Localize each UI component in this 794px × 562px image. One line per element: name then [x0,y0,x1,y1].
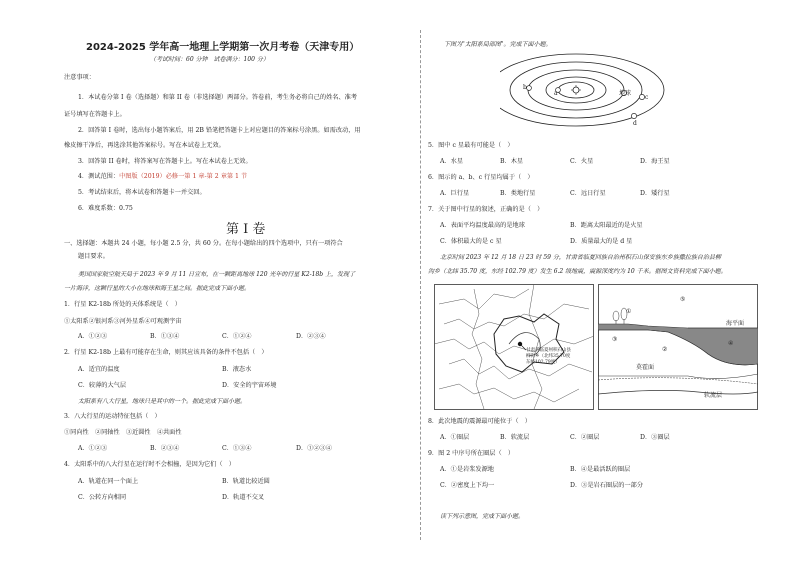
section-title: 第 I 卷 [226,222,266,237]
label-sea-level: 海平面 [726,320,745,327]
q2-option-a[interactable]: A．适宜的温度 [78,366,120,373]
notice-1b: 证号填写在答题卡上。 [64,111,126,118]
label-1: ① [626,308,632,315]
orbit-label-a: a [554,90,558,97]
notice-2b: 橡皮擦干净后，再选涂其他答案标号。写在本试卷上无效。 [64,142,225,149]
q3-option-a[interactable]: A．①②③ [78,445,108,452]
q3-option-d[interactable]: D．①②③④ [296,445,332,452]
instructions-line1: 一、选择题：本题共 24 小题，每小题 2.5 分，共 60 分。在每小题给出的四个选项中，只有一项符合 [64,240,343,247]
passage1-line2: 一片海洋，这颗行星的大小在地球和海王星之间。据此完成下面小题。 [64,285,251,292]
q6-option-c[interactable]: C．远日行星 [570,190,606,197]
notice-3: 3．回答第 II 卷时，将答案写在答题卡上。写在本试卷上无效。 [78,158,252,165]
q7-option-c[interactable]: C．体积最大的是 c 星 [440,238,502,245]
q1-option-c[interactable]: C．①②④ [222,333,252,340]
q5-stem: 5．图中 c 星最有可能是（ ） [428,142,514,149]
q4-option-a[interactable]: A．轨道在同一个面上 [78,478,139,485]
q6-option-d[interactable]: D．矮行星 [640,190,670,197]
q2-option-c[interactable]: C．较薄的大气层 [78,382,127,389]
passage3: 下图为"太阳系局部图"。完成下面小题。 [444,41,552,48]
exam-title: 2024-2025 学年高一地理上学期第一次月考卷（天津专用） [86,42,360,53]
label-asthenosphere: 软流层 [704,392,723,399]
q6-option-b[interactable]: B．类地行星 [500,190,536,197]
q9-option-d[interactable]: D．③是岩石圈层的一部分 [570,482,644,489]
orbit-label-b: b [523,84,527,91]
q4-option-b[interactable]: B．轨道比较近圆 [222,478,270,485]
notice-4: 4．测试范围：中图版（2019）必修一第 1 章-第 2 章第 1 节 [78,173,248,180]
q5-option-a[interactable]: A．水星 [440,158,464,165]
label-3: ③ [612,336,618,343]
orbit-label-earth: 地球 [619,90,632,97]
label-4: ④ [728,340,734,347]
passage4-line2: 沟乡（北纬 35.70 度，东经 102.79 度）发生 6.2 级地震，震源深度约为 10 千米。据图文资料完成下面小题。 [428,268,727,275]
exam-subtitle: （考试时间：60 分钟 试卷满分：100 分） [150,56,269,63]
q7-option-b[interactable]: B．距离太阳最近的是火星 [570,222,643,229]
q3-option-c[interactable]: C．①③④ [222,445,252,452]
notice-2a: 2．回答第 I 卷时，选出每小题答案后，用 2B 铅笔把答题卡上对应题目的答案标号涂黑。如需改动，用 [78,127,361,134]
q8-option-a[interactable]: A．①圈层 [440,434,470,441]
q3-stem: 3．八大行星的运动特征包括（ ） [64,413,161,420]
map-caption-3: 东经102.79度） [526,360,560,365]
passage1-line1: 美国国家航空航天局于 2023 年 9 月 11 日宣布，在一颗距离地球 120 光年的行星 K2-18b 上，发现了 [78,271,356,278]
test-scope: 中图版（2019）必修一第 1 章-第 2 章第 1 节 [119,173,248,180]
q8-option-d[interactable]: D．③圈层 [640,434,670,441]
q3-items: ①同向性 ②同轴性 ③近圆性 ④共面性 [64,429,182,436]
q6-option-a[interactable]: A．巨行星 [440,190,470,197]
q2-stem: 2．行星 K2-18b 上最有可能存在生命，则其应该具备的条件不包括（ ） [64,349,268,356]
notice-5: 5．考试结束后，将本试卷和答题卡一并交回。 [78,189,206,196]
q7-option-a[interactable]: A．表面平均温度最高的是地球 [440,222,525,229]
q4-option-d[interactable]: D．轨道不交叉 [222,494,265,501]
label-2: ② [662,346,668,353]
q8-option-b[interactable]: B．软流层 [500,434,530,441]
map-caption-2: 柳沟乡（北纬35.70度 [526,354,571,359]
notice-1a: 1．本试卷分第 I 卷（选择题）和第 II 卷（非选择题）两部分。答卷前，考生务必将自己的姓名、准考 [78,94,358,101]
q1-option-a[interactable]: A．①②③ [78,333,108,340]
q9-option-b[interactable]: B．④是最活跃的圈层 [570,466,631,473]
q6-stem: 6．图示的 a、b、c 行星均属于（ ） [428,174,534,181]
orbit-label-d: d [633,120,637,127]
q1-items: ①太阳系②银河系③河外星系④可观测宇宙 [64,318,182,325]
q2-option-b[interactable]: B．液态水 [222,366,252,373]
q1-option-d[interactable]: D．②③④ [296,333,326,340]
label-5: ⑤ [680,296,686,303]
map-caption-1: 甘肃省临夏州积石山县 [526,348,571,353]
q8-option-c[interactable]: C．②圈层 [570,434,600,441]
q5-option-c[interactable]: C．火星 [570,158,594,165]
instructions-line2: 题目要求。 [78,253,109,260]
q2-option-d[interactable]: D．安全的宇宙环境 [222,382,277,389]
notice-6: 6．难度系数：0.75 [78,205,133,212]
q1-stem: 1．行星 K2-18b 所处的天体系统是（ ） [64,301,181,308]
q1-option-b[interactable]: B．①③④ [150,333,180,340]
q4-option-c[interactable]: C．公转方向相同 [78,494,127,501]
q9-option-c[interactable]: C．②密度上下均一 [440,482,495,489]
q5-option-d[interactable]: D．海王星 [640,158,670,165]
crust-section-diagram [598,284,758,410]
passage4-line1: 北京时间 2023 年 12 月 18 日 23 时 59 分，甘肃省临夏回族自治州积石山保安族东乡族撒拉族自治县柳 [440,254,721,261]
solar-system-diagram [500,52,680,134]
orbit-label-c: c [645,94,649,101]
footer-instruction: 读下列示意图，完成下面小题。 [440,513,525,520]
q9-option-a[interactable]: A．①是岩浆发源地 [440,466,494,473]
column-divider [420,30,421,540]
q5-option-b[interactable]: B．木星 [500,158,524,165]
label-moho: 莫霍面 [636,364,655,371]
location-map [434,284,594,410]
q7-option-d[interactable]: D．质量最大的是 d 星 [570,238,633,245]
q8-stem: 8．此次地震的震源最可能位于（ ） [428,418,531,425]
passage2: 太阳系有八大行星，地球只是其中的一个。据此完成下面小题。 [78,398,247,405]
q3-option-b[interactable]: B．②③④ [150,445,180,452]
q7-stem: 7．关于图中行星的叙述，正确的是（ ） [428,206,544,213]
q4-stem: 4．太阳系中的八大行星在运行时不会相撞，是因为它们（ ） [64,461,235,468]
q9-stem: 9．图 2 中序号所在圈层（ ） [428,450,515,457]
notice-heading: 注意事项： [64,74,95,81]
